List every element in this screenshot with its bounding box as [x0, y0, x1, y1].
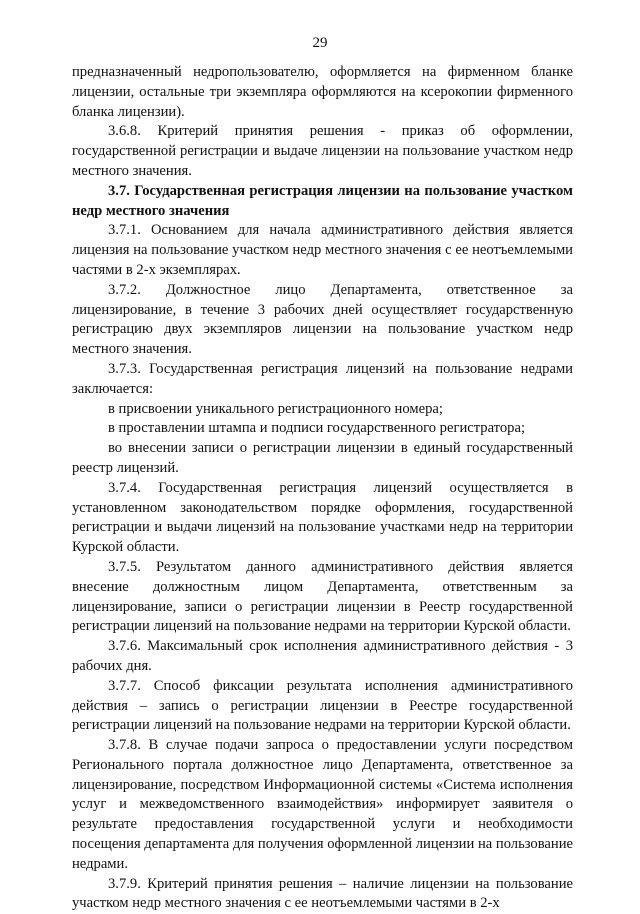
- section-heading-3-7: 3.7. Государственная регистрация лицензии на пользование участком недр местного значения: [72, 182, 573, 219]
- paragraph-3-7-4: 3.7.4. Государственная регистрация лицензий осуществляется в установленном законодательством порядке оформления, государственной регистрации и выдачи лицензий на пользование участками недр на территории Курской области.: [72, 479, 573, 556]
- paragraph-continuation: предназначенный недропользователю, оформляется на фирменном бланке лицензии, остальные три экземпляра оформляются на ксерокопии фирменного бланка лицензии).: [72, 64, 573, 120]
- paragraph-3-7-9: 3.7.9. Критерий принятия решения – наличие лицензии на пользование участком недр местного значения с ее неотъемлемыми частями в 2-х: [72, 875, 573, 912]
- paragraph-3-7-2: 3.7.2. Должностное лицо Департамента, ответственное за лицензирование, в течение 3 рабочих дней осуществляет государственную регистрацию двух экземпляров лицензии на пользование участком недр местного значения.: [72, 281, 573, 358]
- paragraph-3-6-8: 3.6.8. Критерий принятия решения - приказ об оформлении, государственной регистрации и выдаче лицензии на пользование участком недр местного значения.: [72, 123, 573, 179]
- paragraph-3-7-6: 3.7.6. Максимальный срок исполнения административного действия - 3 рабочих дня.: [72, 638, 573, 674]
- paragraph-3-7-3: 3.7.3. Государственная регистрация лицензий на пользование недрами заключается:: [72, 360, 573, 397]
- body-text: [72, 63, 573, 914]
- paragraph-3-7-1: 3.7.1. Основанием для начала административного действия является лицензия на пользование участком недр местного значения с ее неотъемлемыми частями в 2-х экземплярах.: [72, 222, 573, 278]
- paragraph-3-7-5: 3.7.5. Результатом данного административного действия является внесение должностным лицом Департамента, ответственным за лицензирование, записи о регистрации лицензии в Реестр государственной регистрации лицензий на пользование недрами на территории Курской области.: [72, 558, 573, 635]
- paragraph-3-7-8: 3.7.8. В случае подачи запроса о предоставлении услуги посредством Регионального портала должностное лицо Департамента, ответственное за лицензирование, посредством Информационной системы «Система исполнения услуг и межведомственного взаимодействия» информирует заявителя о результате предоставления государственной услуги и необходимости посещения департамента для получения оформленной лицензии на пользование недрами.: [72, 737, 573, 872]
- list-item-registry-entry: во внесении записи о регистрации лицензии в единый государственный реестр лицензий.: [72, 440, 573, 476]
- page-number: 29: [312, 35, 328, 51]
- list-item-stamp-signature: в проставлении штампа и подписи государственного регистратора;: [108, 420, 525, 437]
- paragraph-3-7-7: 3.7.7. Способ фиксации результата исполнения административного действия – запись о регистрации лицензии в Реестре государственной регистрации лицензий на пользование недрами на территории Курской области.: [72, 677, 573, 734]
- list-item-registration-number: в присвоении уникального регистрационного номера;: [108, 400, 443, 417]
